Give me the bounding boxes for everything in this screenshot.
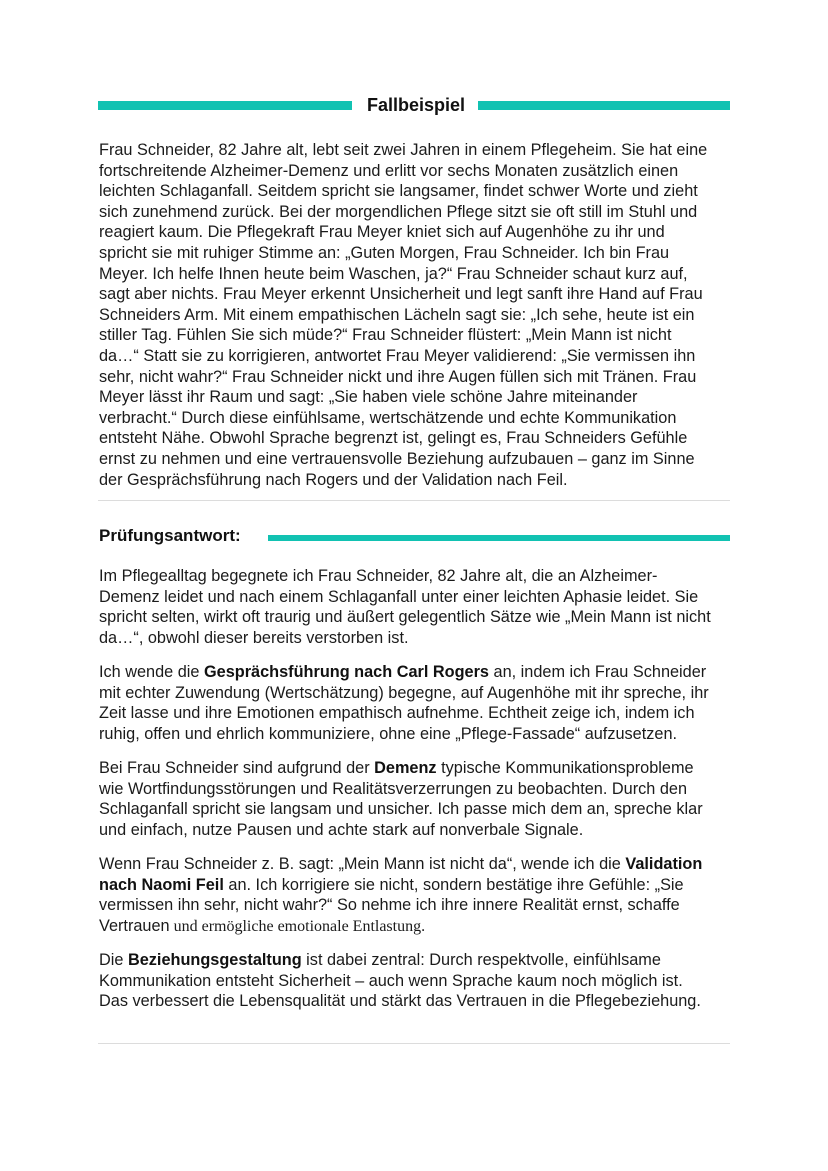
answer-section-header (99, 524, 731, 550)
text-line: sehr, nicht wahr?“ Frau Schneider nickt und ihre Augen füllen sich mit Tränen. Frau (99, 367, 697, 386)
text-line: wie Wortfindungsstörungen und Realitätsverzerrungen zu beobachten. Durch den (99, 779, 687, 798)
text-line: mit echter Zuwendung (Wertschätzung) begegne, auf Augenhöhe mit ihr spreche, ihr (99, 683, 709, 702)
text-line: reagiert kaum. Die Pflegekraft Frau Meyer kniet sich auf Augenhöhe zu ihr und (99, 223, 665, 242)
case-section-title: Fallbeispiel (366, 95, 466, 115)
text-line: ruhig, offen und ehrlich kommuniziere, ohne eine „Pflege-Fassade“ aufzusetzen. (99, 724, 678, 743)
accent-bar (268, 535, 730, 541)
text-line: Schlaganfall spricht sie langsam und unsicher. Ich passe mich dem an, spreche klar (99, 800, 703, 819)
answer-paragraph-relationship (99, 950, 739, 1012)
text-line: vermissen ihn sehr, nicht wahr?“ So nehme ich ihre innere Realität ernst, schaffe (99, 896, 680, 915)
text-line: Schneiders Arm. Mit einem empathischen Lächeln sagt sie: „Ich sehe, heute ist ein (99, 305, 695, 324)
answer-section-title: Prüfungsantwort: (99, 526, 241, 545)
text-line: verbracht.“ Durch diese einfühlsame, wertschätzende und echte Kommunikation (99, 408, 677, 427)
bold-term-demenz: Demenz (374, 759, 437, 777)
answer-paragraph-validation (99, 854, 739, 937)
text-line: fortschreitende Alzheimer-Demenz und erlitt vor sechs Monaten zusätzlich einen (99, 161, 679, 180)
bold-term-rogers: Gesprächsführung nach Carl Rogers (204, 663, 489, 681)
text-line (99, 916, 739, 938)
text-line: und einfach, nutze Pausen und achte stark auf nonverbale Signale. (99, 820, 584, 839)
text-line (99, 854, 739, 875)
text-line: sagt aber nichts. Frau Meyer erkennt Unsicherheit und legt sanft ihre Hand auf Frau (99, 285, 703, 304)
text-line (99, 758, 739, 779)
text-line: entsteht Nähe. Obwohl Sprache begrenzt ist, gelingt es, Frau Schneiders Gefühle (99, 429, 688, 448)
text-line: der Gesprächsführung nach Rogers und der Validation nach Feil. (99, 470, 568, 489)
text-line (99, 950, 739, 971)
text-run: Vertrauen (99, 916, 170, 935)
accent-bar-right (478, 101, 730, 110)
text-line: da…“, obwohl dieser bereits verstorben ist. (99, 628, 409, 647)
text-line: leichten Schlaganfall. Seitdem spricht sie langsamer, findet schwer Worte und zieht (99, 182, 698, 201)
accent-bar-left (98, 101, 352, 110)
text-line (99, 875, 739, 896)
text-run: an. Ich korrigiere sie nicht, sondern bestätige ihre Gefühle: „Sie (223, 875, 684, 894)
bottom-divider (98, 1043, 730, 1044)
text-line: Meyer lässt ihr Raum und sagt: „Sie haben viele schöne Jahre miteinander (99, 388, 638, 407)
answer-paragraph-demenz (99, 758, 739, 840)
text-line: Zeit lasse und ihre Emotionen empathisch aufnehme. Echtheit zeige ich, indem ich (99, 704, 695, 723)
text-line: Im Pflegealltag begegnete ich Frau Schneider, 82 Jahre alt, die an Alzheimer- (99, 567, 658, 585)
section-divider (98, 500, 730, 501)
bold-term-feil: nach Naomi Feil (99, 875, 224, 894)
text-line: stiller Tag. Fühlen Sie sich müde?“ Frau Schneider flüstert: „Mein Mann ist nicht (99, 326, 672, 345)
text-line (99, 662, 739, 683)
text-line: Meyer. Ich helfe Ihnen heute beim Waschen, ja?“ Frau Schneider schaut kurz auf, (99, 264, 688, 283)
text-line: spricht selten, wirkt oft traurig und äußert gelegentlich Sätze wie „Mein Mann ist nicht (99, 608, 711, 627)
text-run-serif: und ermögliche emotionale Entlastung. (169, 917, 426, 935)
text-line: Demenz leidet und nach einem Schlaganfall unter einer leichten Aphasie leidet. Sie (99, 587, 699, 606)
bold-term-relationship: Beziehungsgestaltung (127, 951, 302, 969)
text-line: da…“ Statt sie zu korrigieren, antwortet Frau Meyer validierend: „Sie vermissen ihn (99, 346, 696, 365)
text-line: Frau Schneider, 82 Jahre alt, lebt seit zwei Jahren in einem Pflegeheim. Sie hat eine (99, 141, 708, 159)
case-paragraph (99, 140, 739, 490)
text-line: spricht sie mit ruhiger Stimme an: „Guten Morgen, Frau Schneider. Ich bin Frau (99, 243, 670, 262)
text-run: an, indem ich Frau Schneider (489, 663, 707, 681)
text-run: typische Kommunikationsprobleme (436, 759, 694, 777)
case-section-header (98, 92, 730, 122)
bold-term-validation: Validation (625, 855, 703, 873)
answer-paragraph-rogers (99, 662, 739, 744)
text-line: Das verbessert die Lebensqualität und stärkt das Vertrauen in die Pflegebeziehung. (99, 992, 701, 1011)
text-line: ernst zu nehmen und eine vertrauensvolle Beziehung aufzubauen – ganz im Sinne (99, 449, 695, 468)
text-line: sich zunehmend zurück. Bei der morgendlichen Pflege sitzt sie oft still im Stuhl und (99, 202, 698, 221)
text-line: Kommunikation entsteht Sicherheit – auch wenn Sprache kaum noch möglich ist. (99, 971, 683, 990)
text-run: ist dabei zentral: Durch respektvolle, einfühlsame (301, 951, 661, 969)
text-run: Bei Frau Schneider sind aufgrund der (99, 759, 375, 777)
text-run: Die (99, 951, 128, 969)
answer-paragraph-intro (99, 566, 739, 648)
text-run: Ich wende die (99, 663, 204, 681)
text-run: Wenn Frau Schneider z. B. sagt: „Mein Mann ist nicht da“, wende ich die (99, 855, 626, 873)
